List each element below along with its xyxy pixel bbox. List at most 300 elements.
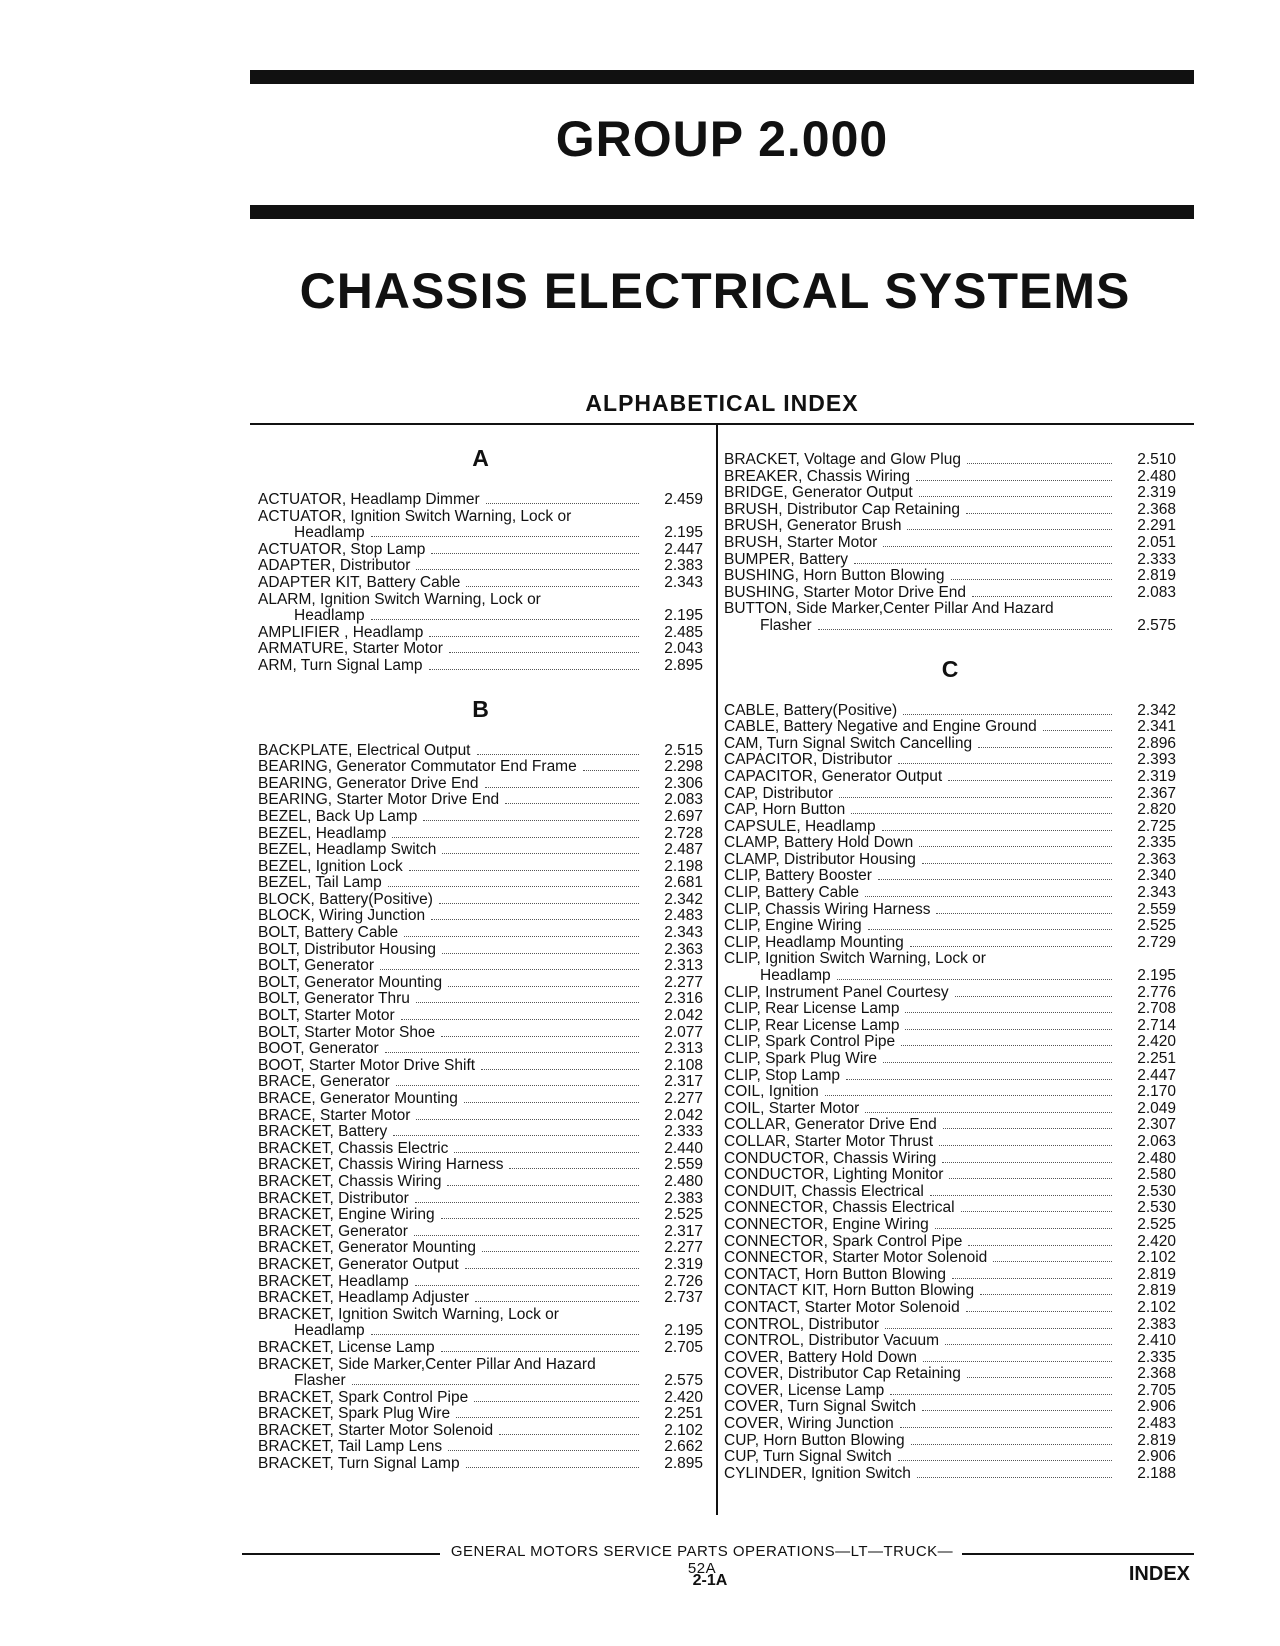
index-entry <box>724 1217 1176 1234</box>
entry-term: BUSHING, Horn Button Blowing <box>724 567 945 585</box>
entry-page-number: 2.319 <box>1137 767 1176 785</box>
dot-leader <box>905 1029 1112 1030</box>
index-entry <box>258 826 703 843</box>
index-entry-heading <box>724 601 1176 618</box>
entry-term: BRUSH, Generator Brush <box>724 517 902 535</box>
entry-term: BRACKET, Chassis Wiring <box>258 1172 442 1190</box>
dot-leader <box>890 1394 1112 1395</box>
index-entry <box>724 1034 1176 1051</box>
dot-leader <box>851 813 1112 814</box>
dot-leader <box>396 1085 639 1086</box>
index-entry <box>724 719 1176 736</box>
entry-page-number: 2.447 <box>664 540 703 558</box>
entry-page-number: 2.480 <box>664 1172 703 1190</box>
dot-leader <box>922 1410 1112 1411</box>
dot-leader <box>429 669 639 670</box>
footer-rule-right <box>962 1553 1194 1555</box>
index-entry <box>258 542 703 559</box>
index-entry <box>724 1084 1176 1101</box>
dot-leader <box>499 1434 639 1435</box>
dot-leader <box>961 1211 1112 1212</box>
entry-page-number: 2.333 <box>664 1123 703 1141</box>
index-entry <box>258 1074 703 1091</box>
dot-leader <box>905 1012 1112 1013</box>
index-entry-heading <box>724 951 1176 968</box>
index-entry <box>724 868 1176 885</box>
entry-page-number: 2.726 <box>664 1272 703 1290</box>
entry-term: BRACKET, Headlamp <box>258 1272 409 1290</box>
section-gap <box>258 675 703 695</box>
entry-page-number: 2.459 <box>664 491 703 508</box>
entry-term: CONNECTOR, Spark Control Pipe <box>724 1232 963 1250</box>
dot-leader <box>968 1245 1112 1246</box>
entry-term: BUMPER, Battery <box>724 550 849 568</box>
entry-term: BLOCK, Battery(Positive) <box>258 890 433 908</box>
index-entry <box>258 1224 703 1241</box>
entry-page-number: 2.042 <box>664 1007 703 1025</box>
index-entry <box>258 1390 703 1407</box>
entry-page-number: 2.335 <box>1137 834 1176 852</box>
entry-page-number: 2.316 <box>664 990 703 1008</box>
dot-leader <box>429 636 639 637</box>
dot-leader <box>371 619 639 620</box>
index-entry <box>258 908 703 925</box>
entry-term: BRACKET, Spark Control Pipe <box>258 1388 469 1406</box>
entry-term: BEARING, Generator Drive End <box>258 774 479 792</box>
dot-leader <box>415 1285 639 1286</box>
entry-page-number: 2.483 <box>664 907 703 925</box>
index-entry <box>258 1257 703 1274</box>
entry-term: BRACKET, Starter Motor Solenoid <box>258 1421 494 1439</box>
entry-term: BEZEL, Headlamp <box>258 824 387 842</box>
entry-page-number: 2.819 <box>1137 567 1176 585</box>
entry-page-number: 2.714 <box>1137 1016 1176 1034</box>
index-entry <box>724 1300 1176 1317</box>
dot-leader <box>919 496 1112 497</box>
dot-leader <box>846 1079 1112 1080</box>
dot-leader <box>456 1417 639 1418</box>
dot-leader <box>883 546 1112 547</box>
dot-leader <box>837 979 1112 980</box>
entry-page-number: 2.681 <box>664 874 703 892</box>
dot-leader <box>922 863 1112 864</box>
entry-page-number: 2.195 <box>1137 967 1176 985</box>
entry-page-number: 2.420 <box>1137 1232 1176 1250</box>
section-letter: B <box>472 695 489 722</box>
entry-page-number: 2.340 <box>1137 867 1176 885</box>
dot-leader <box>967 463 1112 464</box>
entry-term: CLIP, Chassis Wiring Harness <box>724 900 931 918</box>
dot-leader <box>464 1102 639 1103</box>
dot-leader <box>371 1334 639 1335</box>
dot-leader <box>907 529 1112 530</box>
entry-term: CLIP, Rear License Lamp <box>724 1000 900 1018</box>
entry-term: BOLT, Generator Mounting <box>258 973 443 991</box>
index-title: ALPHABETICAL INDEX <box>585 390 859 416</box>
entry-term: BOLT, Distributor Housing <box>258 940 437 958</box>
entry-page-number: 2.480 <box>1137 467 1176 485</box>
entry-term: BRACKET, Engine Wiring <box>258 1206 435 1224</box>
entry-term: CONNECTOR, Chassis Electrical <box>724 1199 955 1217</box>
index-entry <box>258 842 703 859</box>
entry-term: BOOT, Generator <box>258 1040 379 1058</box>
dot-leader <box>485 787 639 788</box>
entry-term: BOLT, Starter Motor Shoe <box>258 1023 436 1041</box>
index-entry <box>724 1416 1176 1433</box>
index-entry <box>258 776 703 793</box>
entry-page-number: 2.195 <box>664 524 703 542</box>
entry-page-number: 2.485 <box>664 623 703 641</box>
index-entry <box>258 492 703 509</box>
index-entry <box>258 759 703 776</box>
entry-term: CLAMP, Battery Hold Down <box>724 834 914 852</box>
index-entry <box>258 1240 703 1257</box>
index-entry <box>724 835 1176 852</box>
entry-page-number: 2.102 <box>664 1421 703 1439</box>
entry-term: COIL, Ignition <box>724 1083 819 1101</box>
index-entry <box>724 852 1176 869</box>
page-title: CHASSIS ELECTRICAL SYSTEMS <box>299 263 1131 319</box>
index-entry <box>258 859 703 876</box>
entry-term: CONTACT KIT, Horn Button Blowing <box>724 1282 975 1300</box>
entry-term: BEZEL, Ignition Lock <box>258 857 403 875</box>
dot-leader <box>898 1460 1112 1461</box>
dot-leader <box>903 714 1112 715</box>
dot-leader <box>448 986 639 987</box>
index-entry <box>724 1101 1176 1118</box>
index-entry <box>724 752 1176 769</box>
dot-leader <box>442 953 639 954</box>
dot-leader <box>882 830 1112 831</box>
entry-page-number: 2.440 <box>664 1139 703 1157</box>
index-entry <box>724 736 1176 753</box>
entry-term: CONTACT, Horn Button Blowing <box>724 1265 946 1283</box>
index-entry <box>258 1456 703 1473</box>
dot-leader <box>423 820 639 821</box>
index-entry <box>258 1323 703 1340</box>
index-entry <box>724 1184 1176 1201</box>
entry-page-number: 2.063 <box>1137 1132 1176 1150</box>
index-entry <box>258 942 703 959</box>
entry-page-number: 2.525 <box>664 1206 703 1224</box>
entry-term: BRACKET, Spark Plug Wire <box>258 1405 451 1423</box>
entry-term: BEARING, Generator Commutator End Frame <box>258 758 577 776</box>
dot-leader <box>505 803 639 804</box>
index-entry-heading <box>258 1357 703 1374</box>
dot-leader <box>936 913 1112 914</box>
dot-leader <box>466 1467 639 1468</box>
index-entry <box>258 809 703 826</box>
index-entry <box>258 1141 703 1158</box>
entry-term: COVER, License Lamp <box>724 1381 885 1399</box>
section-gap <box>724 635 1176 655</box>
entry-page-number: 2.051 <box>1137 533 1176 551</box>
entry-term: BRACKET, Chassis Electric <box>258 1139 449 1157</box>
entry-page-number: 2.728 <box>664 824 703 842</box>
entry-term: BRACKET, Generator Mounting <box>258 1239 476 1257</box>
dot-leader <box>401 1019 639 1020</box>
entry-term: CLIP, Battery Booster <box>724 867 872 885</box>
dot-leader <box>477 754 640 755</box>
dot-leader <box>972 596 1112 597</box>
index-entry <box>258 925 703 942</box>
index-entry <box>724 1134 1176 1151</box>
entry-page-number: 2.515 <box>664 741 703 759</box>
dot-leader <box>818 629 1112 630</box>
entry-page-number: 2.906 <box>1137 1448 1176 1466</box>
entry-term: CLIP, Headlamp Mounting <box>724 933 904 951</box>
index-entry <box>258 658 703 675</box>
dot-leader <box>901 1045 1112 1046</box>
dot-leader <box>865 1112 1112 1113</box>
dot-leader <box>431 553 639 554</box>
entry-term: BRACKET, Generator <box>258 1222 408 1240</box>
entry-page-number: 2.575 <box>664 1372 703 1390</box>
entry-term: BOLT, Generator <box>258 957 375 975</box>
dot-leader <box>466 586 639 587</box>
entry-term: BEZEL, Headlamp Switch <box>258 841 437 859</box>
entry-page-number: 2.313 <box>664 957 703 975</box>
entry-page-number: 2.480 <box>1137 1149 1176 1167</box>
dot-leader <box>980 1294 1112 1295</box>
entry-term: BRACKET, Battery <box>258 1123 388 1141</box>
dot-leader <box>416 1002 639 1003</box>
dot-leader <box>441 1036 639 1037</box>
entry-term: CAPACITOR, Distributor <box>724 751 893 769</box>
entry-page-number: 2.420 <box>664 1388 703 1406</box>
entry-term: CONNECTOR, Starter Motor Solenoid <box>724 1249 988 1267</box>
top-rule-bar <box>250 70 1194 84</box>
dot-leader <box>951 579 1112 580</box>
dot-leader <box>883 1062 1112 1063</box>
index-entry <box>258 608 703 625</box>
entry-term: BRACE, Starter Motor <box>258 1106 411 1124</box>
entry-page-number: 2.291 <box>1137 517 1176 535</box>
entry-page-number: 2.319 <box>1137 484 1176 502</box>
entry-term: BLOCK, Wiring Junction <box>258 907 426 925</box>
index-entry <box>258 1274 703 1291</box>
entry-page-number: 2.819 <box>1137 1282 1176 1300</box>
entry-page-number: 2.343 <box>664 924 703 942</box>
page-number: 2-1A <box>692 1572 728 1589</box>
entry-page-number: 2.580 <box>1137 1166 1176 1184</box>
entry-term-continued: Headlamp <box>294 524 365 542</box>
dot-leader <box>392 837 639 838</box>
entry-page-number: 2.383 <box>1137 1315 1176 1333</box>
entry-term: ACTUATOR, Ignition Switch Warning, Lock or <box>258 507 572 525</box>
index-entry <box>724 1466 1176 1483</box>
dot-leader <box>1043 730 1112 731</box>
index-entry <box>724 1350 1176 1367</box>
dot-leader <box>482 1251 639 1252</box>
index-entry <box>258 991 703 1008</box>
dot-leader <box>441 1218 639 1219</box>
index-entry <box>258 1340 703 1357</box>
index-entry <box>724 968 1176 985</box>
entry-term: BRACE, Generator <box>258 1073 390 1091</box>
entry-term: ARM, Turn Signal Lamp <box>258 656 423 674</box>
entry-page-number: 2.820 <box>1137 801 1176 819</box>
entry-page-number: 2.729 <box>1137 933 1176 951</box>
entry-page-number: 2.307 <box>1137 1116 1176 1134</box>
index-entry <box>724 469 1176 486</box>
index-entry <box>724 902 1176 919</box>
dot-leader <box>380 969 639 970</box>
dot-leader <box>919 846 1112 847</box>
entry-page-number: 2.525 <box>1137 917 1176 935</box>
index-entry <box>724 518 1176 535</box>
entry-page-number: 2.510 <box>1137 451 1176 468</box>
index-entry <box>258 1290 703 1307</box>
entry-term-continued: Headlamp <box>294 1322 365 1340</box>
entry-term: AMPLIFIER , Headlamp <box>258 623 424 641</box>
section-letter: C <box>941 655 959 682</box>
entry-term: COLLAR, Generator Drive End <box>724 1116 937 1134</box>
dot-leader <box>854 563 1112 564</box>
entry-page-number: 2.819 <box>1137 1265 1176 1283</box>
index-entry <box>724 1234 1176 1251</box>
entry-page-number: 2.483 <box>1137 1415 1176 1433</box>
entry-page-number: 2.170 <box>1137 1083 1176 1101</box>
index-entry <box>258 575 703 592</box>
entry-page-number: 2.363 <box>664 940 703 958</box>
entry-page-number: 2.776 <box>1137 983 1176 1001</box>
entry-page-number: 2.530 <box>1137 1182 1176 1200</box>
entry-term: CLIP, Battery Cable <box>724 884 859 902</box>
dot-leader <box>948 780 1112 781</box>
dot-leader <box>868 929 1112 930</box>
dot-leader <box>448 1450 639 1451</box>
index-entry <box>258 1008 703 1025</box>
entry-page-number: 2.367 <box>1137 784 1176 802</box>
index-entry <box>724 1068 1176 1085</box>
dot-leader <box>900 1427 1112 1428</box>
entry-term: BRIDGE, Generator Output <box>724 484 913 502</box>
entry-term: BRACE, Generator Mounting <box>258 1090 458 1107</box>
dot-leader <box>993 1261 1112 1262</box>
group-title: GROUP 2.000 <box>555 111 889 167</box>
dot-leader <box>486 503 639 504</box>
entry-term: ARMATURE, Starter Motor <box>258 640 443 658</box>
entry-term: BOLT, Battery Cable <box>258 924 399 942</box>
entry-page-number: 2.251 <box>664 1405 703 1423</box>
entry-term: BUSHING, Starter Motor Drive End <box>724 583 967 601</box>
index-entry <box>724 1001 1176 1018</box>
entry-page-number: 2.368 <box>1137 1365 1176 1383</box>
dot-leader <box>385 1052 639 1053</box>
index-entry <box>258 1406 703 1423</box>
section-label: INDEX <box>1128 1563 1190 1585</box>
entry-term: BOLT, Generator Thru <box>258 990 410 1008</box>
dot-leader <box>966 513 1112 514</box>
entry-term: CLIP, Engine Wiring <box>724 917 862 935</box>
entry-term: BRACKET, Tail Lamp Lens <box>258 1438 443 1456</box>
column-divider <box>716 425 718 1515</box>
index-entry <box>724 985 1176 1002</box>
entry-page-number: 2.525 <box>1137 1215 1176 1233</box>
entry-page-number: 2.317 <box>664 1073 703 1091</box>
entry-term: BOOT, Starter Motor Drive Shift <box>258 1056 476 1074</box>
dot-leader <box>949 1178 1112 1179</box>
entry-term: CONDUIT, Chassis Electrical <box>724 1182 924 1200</box>
entry-term: CAP, Horn Button <box>724 801 846 819</box>
dot-leader <box>952 1278 1112 1279</box>
entry-term: COVER, Turn Signal Switch <box>724 1398 917 1416</box>
index-entry <box>258 1191 703 1208</box>
entry-term: BEARING, Starter Motor Drive End <box>258 791 500 809</box>
index-entry <box>258 1041 703 1058</box>
entry-page-number: 2.410 <box>1137 1332 1176 1350</box>
index-entry-heading <box>258 1307 703 1324</box>
index-entry <box>724 1383 1176 1400</box>
dot-leader <box>509 1168 639 1169</box>
index-entry <box>724 918 1176 935</box>
entry-term: CLIP, Ignition Switch Warning, Lock or <box>724 950 986 968</box>
dot-leader <box>481 1069 639 1070</box>
footer-rule-left <box>242 1553 440 1555</box>
index-entry <box>724 786 1176 803</box>
index-entry <box>258 525 703 542</box>
entry-page-number: 2.333 <box>1137 550 1176 568</box>
entry-term: CUP, Horn Button Blowing <box>724 1431 905 1449</box>
index-entry <box>258 1157 703 1174</box>
index-entry <box>724 1366 1176 1383</box>
entry-page-number: 2.447 <box>1137 1066 1176 1084</box>
entry-term: CABLE, Battery(Positive) <box>724 701 898 719</box>
entry-page-number: 2.895 <box>664 1455 703 1473</box>
entry-page-number: 2.705 <box>664 1338 703 1356</box>
index-entry <box>724 769 1176 786</box>
entry-page-number: 2.251 <box>1137 1050 1176 1067</box>
entry-page-number: 2.343 <box>1137 884 1176 902</box>
entry-page-number: 2.108 <box>664 1056 703 1074</box>
entry-page-number: 2.697 <box>664 807 703 825</box>
index-entry <box>724 819 1176 836</box>
index-entry <box>724 535 1176 552</box>
index-entry-heading <box>258 509 703 526</box>
entry-page-number: 2.895 <box>664 656 703 674</box>
entry-page-number: 2.393 <box>1137 751 1176 769</box>
entry-page-number: 2.102 <box>1137 1298 1176 1316</box>
entry-term: CONTROL, Distributor <box>724 1315 880 1333</box>
entry-page-number: 2.530 <box>1137 1199 1176 1217</box>
entry-term: BRACKET, Headlamp Adjuster <box>258 1289 470 1307</box>
dot-leader <box>416 1119 639 1120</box>
dot-leader <box>475 1301 639 1302</box>
entry-term: CONDUCTOR, Chassis Wiring <box>724 1149 937 1167</box>
entry-term: CAP, Distributor <box>724 784 834 802</box>
index-entry <box>258 792 703 809</box>
index-entry <box>258 1058 703 1075</box>
entry-page-number: 2.343 <box>664 573 703 591</box>
entry-term: COVER, Wiring Junction <box>724 1415 894 1433</box>
entry-page-number: 2.368 <box>1137 500 1176 518</box>
entry-page-number: 2.342 <box>1137 701 1176 719</box>
index-entry <box>724 935 1176 952</box>
index-entry <box>724 1399 1176 1416</box>
entry-term: CONNECTOR, Engine Wiring <box>724 1215 929 1233</box>
entry-page-number: 2.077 <box>664 1023 703 1041</box>
dot-leader <box>352 1384 639 1385</box>
index-entry <box>258 975 703 992</box>
entry-term: COVER, Battery Hold Down <box>724 1348 917 1366</box>
entry-page-number: 2.198 <box>664 857 703 875</box>
index-entry <box>724 1317 1176 1334</box>
entry-page-number: 2.487 <box>664 841 703 859</box>
dot-leader <box>878 879 1112 880</box>
dot-leader <box>449 652 639 653</box>
entry-term: CONDUCTOR, Lighting Monitor <box>724 1166 944 1184</box>
